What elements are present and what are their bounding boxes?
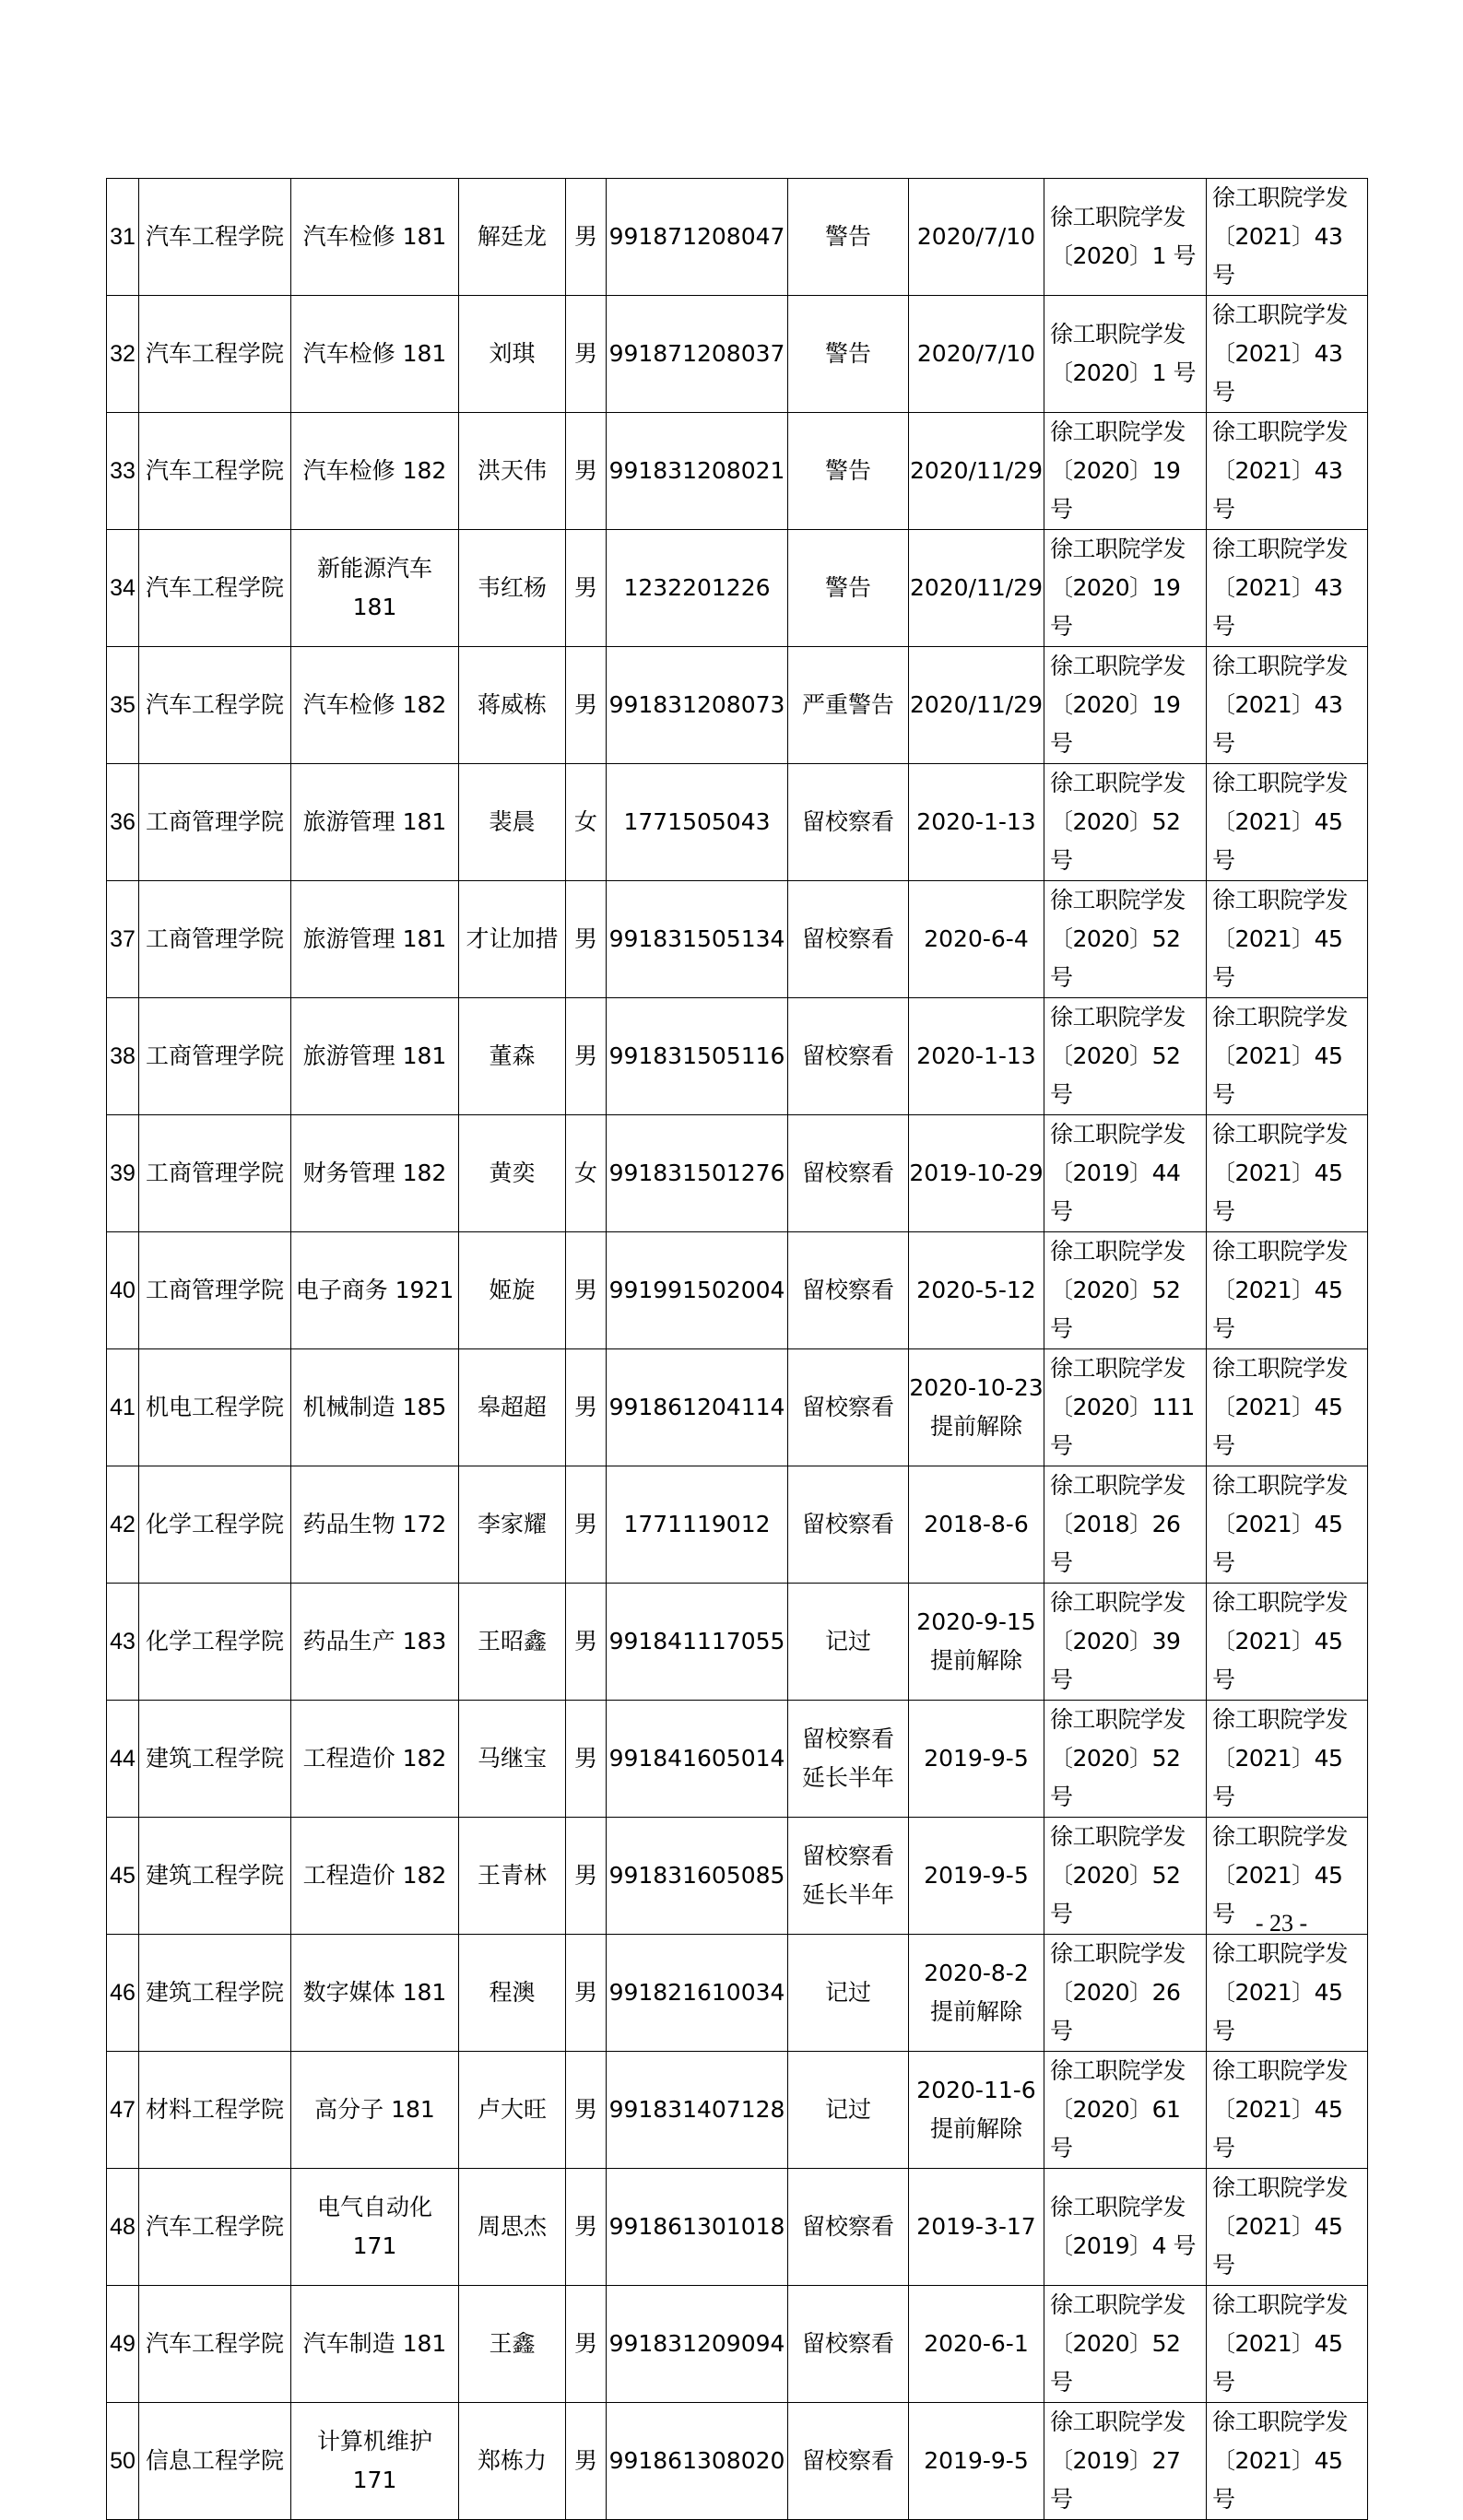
- table-row: [107, 413, 1368, 530]
- student-name-cell: 王青林: [459, 1818, 566, 1935]
- lifting-document-cell: 徐工职院学发 〔2021〕45 号: [1207, 1349, 1368, 1466]
- sanction-date-cell: 2020/7/10: [909, 296, 1044, 413]
- sanction-date-cell: 2020-10-23 提前解除: [909, 1349, 1044, 1466]
- gender-cell: 男: [566, 179, 607, 296]
- student-name-cell: 韦红杨: [459, 530, 566, 647]
- student-name-cell: 皋超超: [459, 1349, 566, 1466]
- student-name-cell: 黄奕: [459, 1115, 566, 1232]
- sanction-type-cell: 警告: [788, 296, 909, 413]
- college-cell: 建筑工程学院: [139, 1701, 291, 1818]
- lifting-document-cell: 徐工职院学发 〔2021〕43 号: [1207, 179, 1368, 296]
- student-name-cell: 蒋威栋: [459, 647, 566, 764]
- original-document-cell: 徐工职院学发 〔2020〕26 号: [1044, 1935, 1207, 2052]
- student-id-cell: 991831505116: [607, 998, 788, 1115]
- lifting-document-cell: 徐工职院学发 〔2021〕45 号: [1207, 1818, 1368, 1935]
- class-name-cell: 工程造价 182: [291, 1818, 459, 1935]
- row-number-cell: 33: [107, 413, 139, 530]
- lifting-document-cell: 徐工职院学发 〔2021〕45 号: [1207, 998, 1368, 1115]
- student-id-cell: 991831501276: [607, 1115, 788, 1232]
- sanction-type-cell: 严重警告: [788, 647, 909, 764]
- student-name-cell: 周思杰: [459, 2169, 566, 2286]
- original-document-cell: 徐工职院学发 〔2020〕39 号: [1044, 1584, 1207, 1701]
- row-number-cell: 47: [107, 2052, 139, 2169]
- table-row: [107, 2286, 1368, 2403]
- sanction-date-cell: 2020-6-1: [909, 2286, 1044, 2403]
- sanction-type-cell: 留校察看: [788, 998, 909, 1115]
- student-id-cell: 991831505134: [607, 881, 788, 998]
- college-cell: 汽车工程学院: [139, 2286, 291, 2403]
- lifting-document-cell: 徐工职院学发 〔2021〕45 号: [1207, 1115, 1368, 1232]
- class-name-cell: 高分子 181: [291, 2052, 459, 2169]
- lifting-document-cell: 徐工职院学发 〔2021〕43 号: [1207, 413, 1368, 530]
- gender-cell: 男: [566, 1232, 607, 1349]
- class-name-cell: 数字媒体 181: [291, 1935, 459, 2052]
- table-row: [107, 179, 1368, 296]
- student-name-cell: 王昭鑫: [459, 1584, 566, 1701]
- sanction-type-cell: 留校察看: [788, 2403, 909, 2520]
- college-cell: 材料工程学院: [139, 2052, 291, 2169]
- student-id-cell: 991831209094: [607, 2286, 788, 2403]
- student-name-cell: 李家耀: [459, 1466, 566, 1584]
- original-document-cell: 徐工职院学发 〔2020〕52 号: [1044, 764, 1207, 881]
- sanction-type-cell: 记过: [788, 2052, 909, 2169]
- class-name-cell: 药品生产 183: [291, 1584, 459, 1701]
- gender-cell: 男: [566, 1701, 607, 1818]
- sanction-date-cell: 2019-9-5: [909, 2403, 1044, 2520]
- college-cell: 工商管理学院: [139, 881, 291, 998]
- student-name-cell: 王鑫: [459, 2286, 566, 2403]
- lifting-document-cell: 徐工职院学发 〔2021〕45 号: [1207, 1701, 1368, 1818]
- table-row: [107, 2169, 1368, 2286]
- sanction-date-cell: 2019-9-5: [909, 1818, 1044, 1935]
- student-id-cell: 991871208047: [607, 179, 788, 296]
- college-cell: 汽车工程学院: [139, 530, 291, 647]
- gender-cell: 男: [566, 2169, 607, 2286]
- student-id-cell: 991831208021: [607, 413, 788, 530]
- class-name-cell: 机械制造 185: [291, 1349, 459, 1466]
- sanction-type-cell: 记过: [788, 1935, 909, 2052]
- student-name-cell: 郑栋力: [459, 2403, 566, 2520]
- lifting-document-cell: 徐工职院学发 〔2021〕43 号: [1207, 647, 1368, 764]
- gender-cell: 男: [566, 2052, 607, 2169]
- row-number-cell: 43: [107, 1584, 139, 1701]
- student-name-cell: 裴晨: [459, 764, 566, 881]
- lifting-document-cell: 徐工职院学发 〔2021〕45 号: [1207, 1584, 1368, 1701]
- sanction-date-cell: 2020-6-4: [909, 881, 1044, 998]
- sanction-date-cell: 2020/7/10: [909, 179, 1044, 296]
- student-name-cell: 卢大旺: [459, 2052, 566, 2169]
- student-name-cell: 刘琪: [459, 296, 566, 413]
- row-number-cell: 50: [107, 2403, 139, 2520]
- table-row: [107, 296, 1368, 413]
- gender-cell: 男: [566, 296, 607, 413]
- student-name-cell: 才让加措: [459, 881, 566, 998]
- row-number-cell: 40: [107, 1232, 139, 1349]
- original-document-cell: 徐工职院学发 〔2020〕1 号: [1044, 179, 1207, 296]
- row-number-cell: 48: [107, 2169, 139, 2286]
- table-row: [107, 1466, 1368, 1584]
- class-name-cell: 汽车检修 181: [291, 179, 459, 296]
- records-body: [107, 179, 1368, 2520]
- college-cell: 建筑工程学院: [139, 1935, 291, 2052]
- lifting-document-cell: 徐工职院学发 〔2021〕45 号: [1207, 2169, 1368, 2286]
- sanction-type-cell: 留校察看: [788, 2169, 909, 2286]
- sanction-date-cell: 2019-10-29: [909, 1115, 1044, 1232]
- row-number-cell: 35: [107, 647, 139, 764]
- class-name-cell: 旅游管理 181: [291, 998, 459, 1115]
- gender-cell: 男: [566, 1584, 607, 1701]
- student-name-cell: 解廷龙: [459, 179, 566, 296]
- table-row: [107, 1701, 1368, 1818]
- student-name-cell: 洪天伟: [459, 413, 566, 530]
- gender-cell: 男: [566, 530, 607, 647]
- lifting-document-cell: 徐工职院学发 〔2021〕45 号: [1207, 1466, 1368, 1584]
- row-number-cell: 49: [107, 2286, 139, 2403]
- class-name-cell: 汽车检修 182: [291, 413, 459, 530]
- original-document-cell: 徐工职院学发 〔2019〕27 号: [1044, 2403, 1207, 2520]
- student-name-cell: 姬旋: [459, 1232, 566, 1349]
- row-number-cell: 44: [107, 1701, 139, 1818]
- sanction-type-cell: 留校察看 延长半年: [788, 1701, 909, 1818]
- row-number-cell: 34: [107, 530, 139, 647]
- lifting-document-cell: 徐工职院学发 〔2021〕45 号: [1207, 2403, 1368, 2520]
- lifting-document-cell: 徐工职院学发 〔2021〕43 号: [1207, 530, 1368, 647]
- original-document-cell: 徐工职院学发 〔2020〕61 号: [1044, 2052, 1207, 2169]
- lifting-document-cell: 徐工职院学发 〔2021〕45 号: [1207, 881, 1368, 998]
- student-id-cell: 991861308020: [607, 2403, 788, 2520]
- class-name-cell: 汽车检修 181: [291, 296, 459, 413]
- table-row: [107, 2403, 1368, 2520]
- gender-cell: 男: [566, 2286, 607, 2403]
- gender-cell: 男: [566, 1935, 607, 2052]
- original-document-cell: 徐工职院学发 〔2019〕44 号: [1044, 1115, 1207, 1232]
- sanction-date-cell: 2020/11/29: [909, 530, 1044, 647]
- class-name-cell: 汽车检修 182: [291, 647, 459, 764]
- student-id-cell: 991841117055: [607, 1584, 788, 1701]
- sanction-date-cell: 2020-1-13: [909, 764, 1044, 881]
- lifting-document-cell: 徐工职院学发 〔2021〕45 号: [1207, 764, 1368, 881]
- sanction-type-cell: 留校察看: [788, 881, 909, 998]
- sanction-type-cell: 留校察看: [788, 1115, 909, 1232]
- college-cell: 汽车工程学院: [139, 296, 291, 413]
- student-id-cell: 1771119012: [607, 1466, 788, 1584]
- college-cell: 汽车工程学院: [139, 179, 291, 296]
- original-document-cell: 徐工职院学发 〔2020〕19 号: [1044, 413, 1207, 530]
- class-name-cell: 财务管理 182: [291, 1115, 459, 1232]
- records-table: [106, 178, 1368, 2520]
- student-id-cell: 991831605085: [607, 1818, 788, 1935]
- student-name-cell: 董森: [459, 998, 566, 1115]
- original-document-cell: 徐工职院学发 〔2020〕52 号: [1044, 2286, 1207, 2403]
- sanction-type-cell: 留校察看 延长半年: [788, 1818, 909, 1935]
- college-cell: 机电工程学院: [139, 1349, 291, 1466]
- sanction-type-cell: 留校察看: [788, 764, 909, 881]
- sanction-date-cell: 2020-9-15 提前解除: [909, 1584, 1044, 1701]
- college-cell: 建筑工程学院: [139, 1818, 291, 1935]
- student-id-cell: 991841605014: [607, 1701, 788, 1818]
- table-row: [107, 530, 1368, 647]
- sanction-date-cell: 2020/11/29: [909, 647, 1044, 764]
- row-number-cell: 37: [107, 881, 139, 998]
- sanction-date-cell: 2020-8-2 提前解除: [909, 1935, 1044, 2052]
- sanction-date-cell: 2020-11-6 提前解除: [909, 2052, 1044, 2169]
- class-name-cell: 电子商务 1921: [291, 1232, 459, 1349]
- gender-cell: 男: [566, 998, 607, 1115]
- class-name-cell: 旅游管理 181: [291, 881, 459, 998]
- table-row: [107, 1818, 1368, 1935]
- student-id-cell: 991831407128: [607, 2052, 788, 2169]
- sanction-date-cell: 2020/11/29: [909, 413, 1044, 530]
- table-row: [107, 1115, 1368, 1232]
- student-id-cell: 991861301018: [607, 2169, 788, 2286]
- gender-cell: 男: [566, 1466, 607, 1584]
- sanction-type-cell: 留校察看: [788, 2286, 909, 2403]
- table-row: [107, 1349, 1368, 1466]
- sanction-type-cell: 记过: [788, 1584, 909, 1701]
- college-cell: 工商管理学院: [139, 1115, 291, 1232]
- row-number-cell: 36: [107, 764, 139, 881]
- table-row: [107, 1935, 1368, 2052]
- gender-cell: 女: [566, 1115, 607, 1232]
- table-row: [107, 764, 1368, 881]
- row-number-cell: 45: [107, 1818, 139, 1935]
- college-cell: 化学工程学院: [139, 1584, 291, 1701]
- sanction-type-cell: 留校察看: [788, 1232, 909, 1349]
- original-document-cell: 徐工职院学发 〔2018〕26 号: [1044, 1466, 1207, 1584]
- lifting-document-cell: 徐工职院学发 〔2021〕45 号: [1207, 2286, 1368, 2403]
- college-cell: 汽车工程学院: [139, 2169, 291, 2286]
- student-id-cell: 991861204114: [607, 1349, 788, 1466]
- gender-cell: 男: [566, 881, 607, 998]
- college-cell: 工商管理学院: [139, 998, 291, 1115]
- student-id-cell: 991871208037: [607, 296, 788, 413]
- table-row: [107, 881, 1368, 998]
- lifting-document-cell: 徐工职院学发 〔2021〕43 号: [1207, 296, 1368, 413]
- page-number: - 23 -: [1255, 1910, 1308, 1937]
- original-document-cell: 徐工职院学发 〔2020〕19 号: [1044, 647, 1207, 764]
- sanction-type-cell: 留校察看: [788, 1349, 909, 1466]
- table-row: [107, 998, 1368, 1115]
- row-number-cell: 46: [107, 1935, 139, 2052]
- sanction-type-cell: 警告: [788, 179, 909, 296]
- row-number-cell: 38: [107, 998, 139, 1115]
- gender-cell: 男: [566, 647, 607, 764]
- class-name-cell: 电气自动化 171: [291, 2169, 459, 2286]
- row-number-cell: 31: [107, 179, 139, 296]
- original-document-cell: 徐工职院学发 〔2020〕1 号: [1044, 296, 1207, 413]
- class-name-cell: 计算机维护 171: [291, 2403, 459, 2520]
- original-document-cell: 徐工职院学发 〔2019〕4 号: [1044, 2169, 1207, 2286]
- row-number-cell: 41: [107, 1349, 139, 1466]
- class-name-cell: 汽车制造 181: [291, 2286, 459, 2403]
- class-name-cell: 药品生物 172: [291, 1466, 459, 1584]
- table-row: [107, 647, 1368, 764]
- lifting-document-cell: 徐工职院学发 〔2021〕45 号: [1207, 1935, 1368, 2052]
- sanction-date-cell: 2019-3-17: [909, 2169, 1044, 2286]
- sanction-date-cell: 2020-5-12: [909, 1232, 1044, 1349]
- sanction-date-cell: 2020-1-13: [909, 998, 1044, 1115]
- row-number-cell: 32: [107, 296, 139, 413]
- row-number-cell: 39: [107, 1115, 139, 1232]
- student-id-cell: 1771505043: [607, 764, 788, 881]
- original-document-cell: 徐工职院学发 〔2020〕111 号: [1044, 1349, 1207, 1466]
- student-name-cell: 程澳: [459, 1935, 566, 2052]
- college-cell: 工商管理学院: [139, 764, 291, 881]
- student-id-cell: 991991502004: [607, 1232, 788, 1349]
- sanction-type-cell: 警告: [788, 413, 909, 530]
- class-name-cell: 新能源汽车 181: [291, 530, 459, 647]
- original-document-cell: 徐工职院学发 〔2020〕19 号: [1044, 530, 1207, 647]
- class-name-cell: 旅游管理 181: [291, 764, 459, 881]
- college-cell: 汽车工程学院: [139, 647, 291, 764]
- table-row: [107, 1232, 1368, 1349]
- original-document-cell: 徐工职院学发 〔2020〕52 号: [1044, 881, 1207, 998]
- lifting-document-cell: 徐工职院学发 〔2021〕45 号: [1207, 1232, 1368, 1349]
- sanction-date-cell: 2018-8-6: [909, 1466, 1044, 1584]
- student-id-cell: 1232201226: [607, 530, 788, 647]
- college-cell: 工商管理学院: [139, 1232, 291, 1349]
- college-cell: 信息工程学院: [139, 2403, 291, 2520]
- original-document-cell: 徐工职院学发 〔2020〕52 号: [1044, 1818, 1207, 1935]
- gender-cell: 男: [566, 1818, 607, 1935]
- gender-cell: 男: [566, 2403, 607, 2520]
- college-cell: 汽车工程学院: [139, 413, 291, 530]
- original-document-cell: 徐工职院学发 〔2020〕52 号: [1044, 1232, 1207, 1349]
- gender-cell: 女: [566, 764, 607, 881]
- sanction-type-cell: 警告: [788, 530, 909, 647]
- sanction-date-cell: 2019-9-5: [909, 1701, 1044, 1818]
- student-id-cell: 991821610034: [607, 1935, 788, 2052]
- gender-cell: 男: [566, 413, 607, 530]
- college-cell: 化学工程学院: [139, 1466, 291, 1584]
- sanction-type-cell: 留校察看: [788, 1466, 909, 1584]
- table-row: [107, 1584, 1368, 1701]
- gender-cell: 男: [566, 1349, 607, 1466]
- original-document-cell: 徐工职院学发 〔2020〕52 号: [1044, 998, 1207, 1115]
- original-document-cell: 徐工职院学发 〔2020〕52 号: [1044, 1701, 1207, 1818]
- class-name-cell: 工程造价 182: [291, 1701, 459, 1818]
- row-number-cell: 42: [107, 1466, 139, 1584]
- lifting-document-cell: 徐工职院学发 〔2021〕45 号: [1207, 2052, 1368, 2169]
- student-id-cell: 991831208073: [607, 647, 788, 764]
- student-name-cell: 马继宝: [459, 1701, 566, 1818]
